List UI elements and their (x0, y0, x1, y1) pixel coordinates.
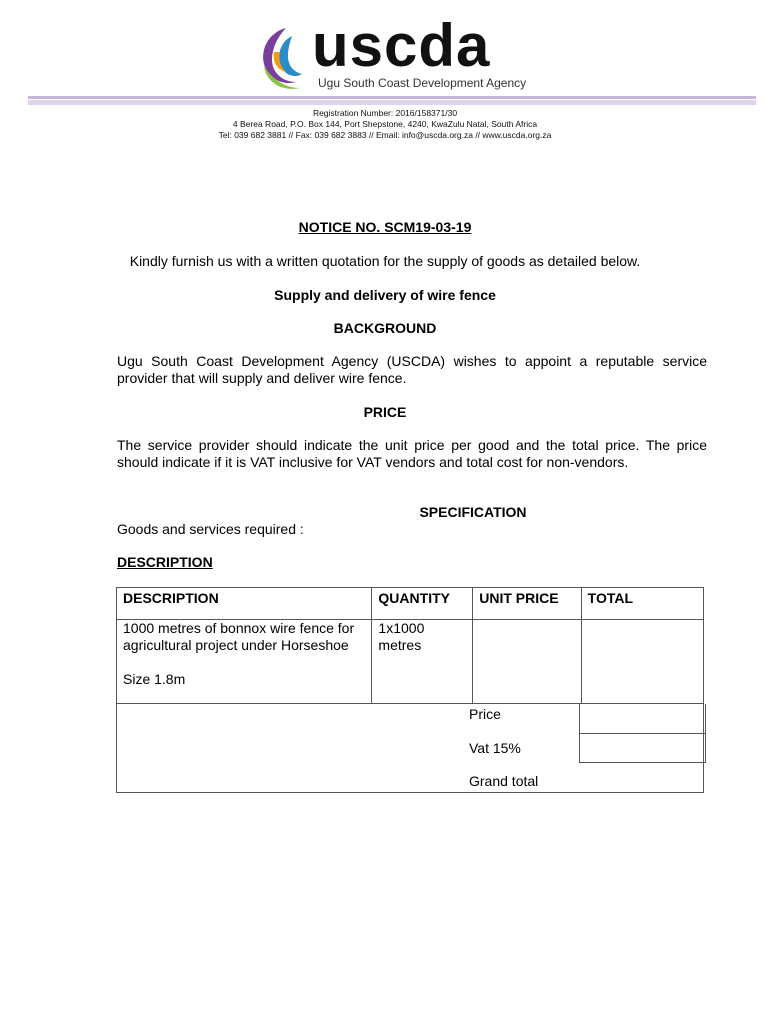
vat-total-box (579, 733, 706, 763)
background-heading: BACKGROUND (333, 320, 437, 336)
item-description: 1000 metres of bonnox wire fence for agricultural project under Horseshoe (123, 620, 355, 653)
header-description: DESCRIPTION (117, 588, 372, 620)
price-heading: PRICE (363, 404, 407, 420)
item-size: Size 1.8m (123, 671, 186, 687)
notice-number: NOTICE NO. SCM19-03-19 (298, 219, 472, 235)
cell-total (581, 620, 703, 704)
uscda-logo (252, 12, 527, 98)
header-rule-shadow (28, 100, 756, 105)
intro-text: Kindly furnish us with a written quotation for the supply of goods as detailed below. (129, 253, 641, 269)
specification-table (116, 587, 704, 793)
address-line: 4 Berea Road, P.O. Box 144, Port Shepstone, 4240, KwaZulu Natal, South Africa (232, 119, 538, 129)
subject-heading: Supply and delivery of wire fence (274, 287, 496, 303)
header-total: TOTAL (581, 588, 703, 620)
vat-label: Vat 15% (469, 740, 521, 756)
specification-heading: SPECIFICATION (419, 504, 527, 520)
table-header-row (117, 588, 704, 620)
cell-unit-price (473, 620, 581, 704)
totals-row (117, 704, 704, 793)
logo-wordmark: uscda (312, 12, 491, 79)
goods-label: Goods and services required : (117, 521, 304, 537)
registration-number: Registration Number: 2016/158371/30 (312, 108, 458, 118)
price-total-box (579, 704, 706, 734)
description-heading: DESCRIPTION (117, 554, 213, 570)
price-text: The service provider should indicate the unit price per good and the total price. The price should indicate if it is VAT inclusive for VAT vendors and total cost for non-vendors. (117, 437, 707, 470)
header-rule (28, 96, 756, 99)
contacts-line: Tel: 039 682 3881 // Fax: 039 682 3883 // Email: info@uscda.org.za // www.uscda.org.za (218, 130, 552, 140)
totals-block (117, 704, 704, 793)
logo-subtitle: Ugu South Coast Development Agency (318, 76, 527, 90)
price-label: Price (469, 706, 501, 722)
cell-description (117, 620, 372, 704)
grand-total-label: Grand total (469, 773, 539, 789)
swirl-logo-icon (252, 22, 314, 98)
cell-quantity: 1x1000 metres (372, 620, 473, 704)
table-row (117, 620, 704, 704)
header-quantity: QUANTITY (372, 588, 473, 620)
background-text: Ugu South Coast Development Agency (USCDA) wishes to appoint a reputable service provider that will supply and deliver wire fence. (117, 353, 707, 386)
header-unit-price: UNIT PRICE (473, 588, 581, 620)
